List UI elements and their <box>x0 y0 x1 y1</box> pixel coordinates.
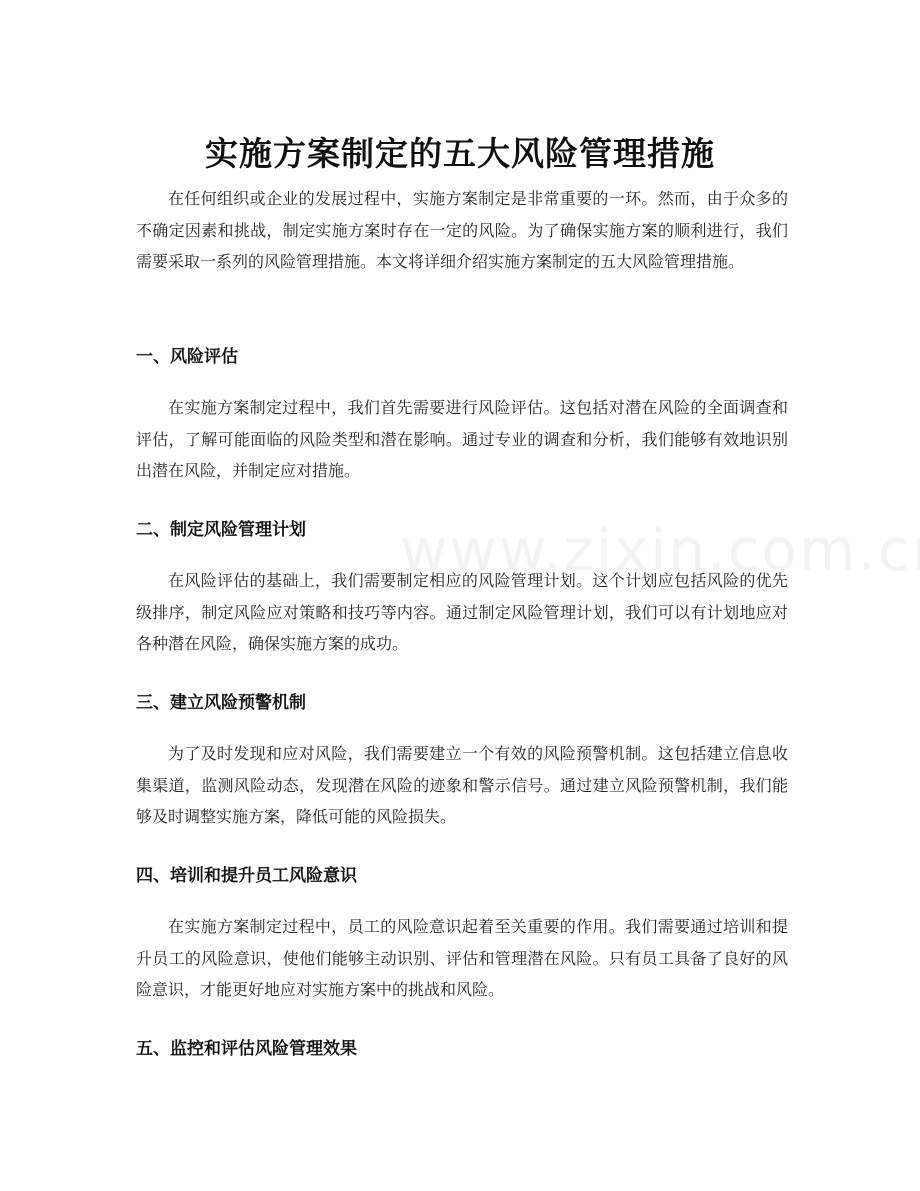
section-1-body: 在实施方案制定过程中，我们首先需要进行风险评估。这包括对潜在风险的全面调查和评估，了解可能面临的风险类型和潜在影响。通过专业的调查和分析，我们能够有效地识别出潜在风险，并制定应对措施。 <box>136 398 788 480</box>
section-3-heading: 三、建立风险预警机制 <box>136 693 306 713</box>
page-title: 实施方案制定的五大风险管理措施 <box>205 134 715 174</box>
section-5-heading: 五、监控和评估风险管理效果 <box>136 1039 357 1059</box>
section-4-body: 在实施方案制定过程中，员工的风险意识起着至关重要的作用。我们需要通过培训和提升员工的风险意识，使他们能够主动识别、评估和管理潜在风险。只有员工具备了良好的风险意识，才能更好地应对实施方案中的挑战和风险。 <box>136 917 788 999</box>
section-2-body: 在风险评估的基础上，我们需要制定相应的风险管理计划。这个计划应包括风险的优先级排序，制定风险应对策略和技巧等内容。通过制定风险管理计划，我们可以有计划地应对各种潜在风险，确保实施方案的成功。 <box>136 571 788 653</box>
section-2-heading: 二、制定风险管理计划 <box>136 520 306 540</box>
section-1-heading: 一、风险评估 <box>136 347 238 367</box>
watermark <box>400 515 920 585</box>
section-4-heading: 四、培训和提升员工风险意识 <box>136 866 357 886</box>
section-3-body: 为了及时发现和应对风险，我们需要建立一个有效的风险预警机制。这包括建立信息收集渠道，监测风险动态，发现潜在风险的迹象和警示信号。通过建立风险预警机制，我们能够及时调整实施方案，降低可能的风险损失。 <box>136 744 788 826</box>
intro-paragraph: 在任何组织或企业的发展过程中，实施方案制定是非常重要的一环。然而，由于众多的不确定因素和挑战，制定实施方案时存在一定的风险。为了确保实施方案的顺利进行，我们需要采取一系列的风险管理措施。本文将详细介绍实施方案制定的五大风险管理措施。 <box>136 189 788 271</box>
